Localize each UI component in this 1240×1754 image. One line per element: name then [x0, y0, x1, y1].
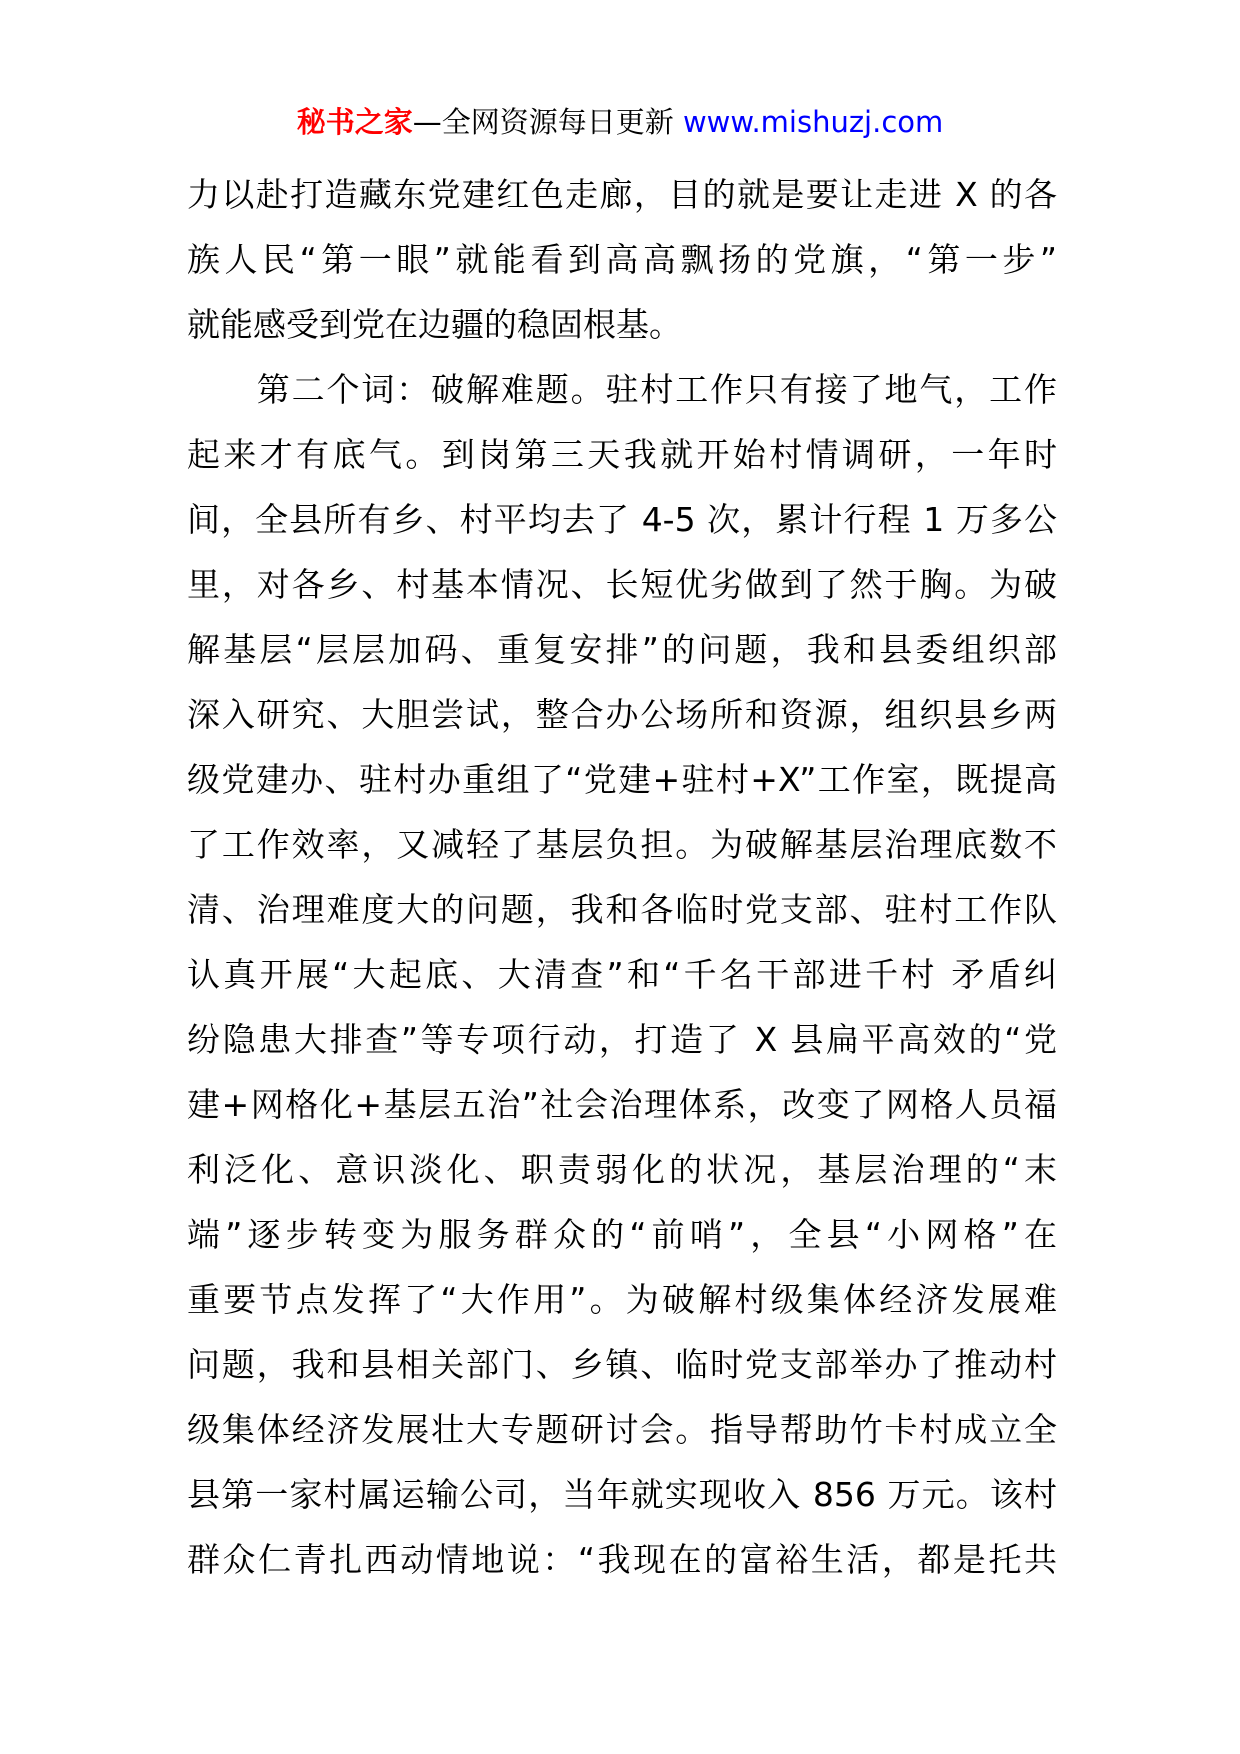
- text-line: 里，对各乡、村基本情况、长短优劣做到了然于胸。为破: [187, 565, 1057, 604]
- text-line: 间，全县所有乡、村平均去了 4-5 次，累计行程 1 万多公: [187, 500, 1057, 539]
- text-line: 问题，我和县相关部门、乡镇、临时党支部举办了推动村: [187, 1345, 1057, 1384]
- text-line: 建+网格化+基层五治”社会治理体系，改变了网格人员福: [187, 1085, 1057, 1124]
- text-line: 重要节点发挥了“大作用”。为破解村级集体经济发展难: [187, 1280, 1057, 1319]
- text-line: 第二个词：破解难题。驻村工作只有接了地气，工作: [187, 370, 1057, 409]
- text-line: 深入研究、大胆尝试，整合办公场所和资源，组织县乡两: [187, 695, 1057, 734]
- document-body: [187, 162, 1057, 1592]
- text-line: 就能感受到党在边疆的稳固根基。: [187, 305, 682, 344]
- text-line: 了工作效率，又减轻了基层负担。为破解基层治理底数不: [187, 825, 1057, 864]
- page-header: [0, 102, 1240, 142]
- text-line: 起来才有底气。到岗第三天我就开始村情调研，一年时: [187, 435, 1057, 474]
- text-line: 纷隐患大排查”等专项行动，打造了 X 县扁平高效的“党: [187, 1020, 1057, 1059]
- text-line: 清、治理难度大的问题，我和各临时党支部、驻村工作队: [187, 890, 1057, 929]
- text-line: 利泛化、意识淡化、职责弱化的状况，基层治理的“末: [187, 1150, 1057, 1189]
- text-line: 认真开展“大起底、大清查”和“千名干部进千村 矛盾纠: [187, 955, 1057, 994]
- header-slogan: —全网资源每日更新: [412, 105, 683, 139]
- text-line: 力以赴打造藏东党建红色走廊，目的就是要让走进 X 的各: [187, 175, 1057, 214]
- text-line: 级集体经济发展壮大专题研讨会。指导帮助竹卡村成立全: [187, 1410, 1057, 1449]
- text-line: 级党建办、驻村办重组了“党建+驻村+X”工作室，既提高: [187, 760, 1057, 799]
- text-line: 群众仁青扎西动情地说：“我现在的富裕生活，都是托共: [187, 1540, 1057, 1579]
- text-line: 族人民“第一眼”就能看到高高飘扬的党旗，“第一步”: [187, 240, 1057, 279]
- header-brand: 秘书之家: [296, 105, 413, 139]
- header-site-link[interactable]: www.mishuzj.com: [682, 105, 944, 139]
- text-line: 县第一家村属运输公司，当年就实现收入 856 万元。该村: [187, 1475, 1057, 1514]
- text-line: 解基层“层层加码、重复安排”的问题，我和县委组织部: [187, 630, 1057, 669]
- text-line: 端”逐步转变为服务群众的“前哨”，全县“小网格”在: [187, 1215, 1057, 1254]
